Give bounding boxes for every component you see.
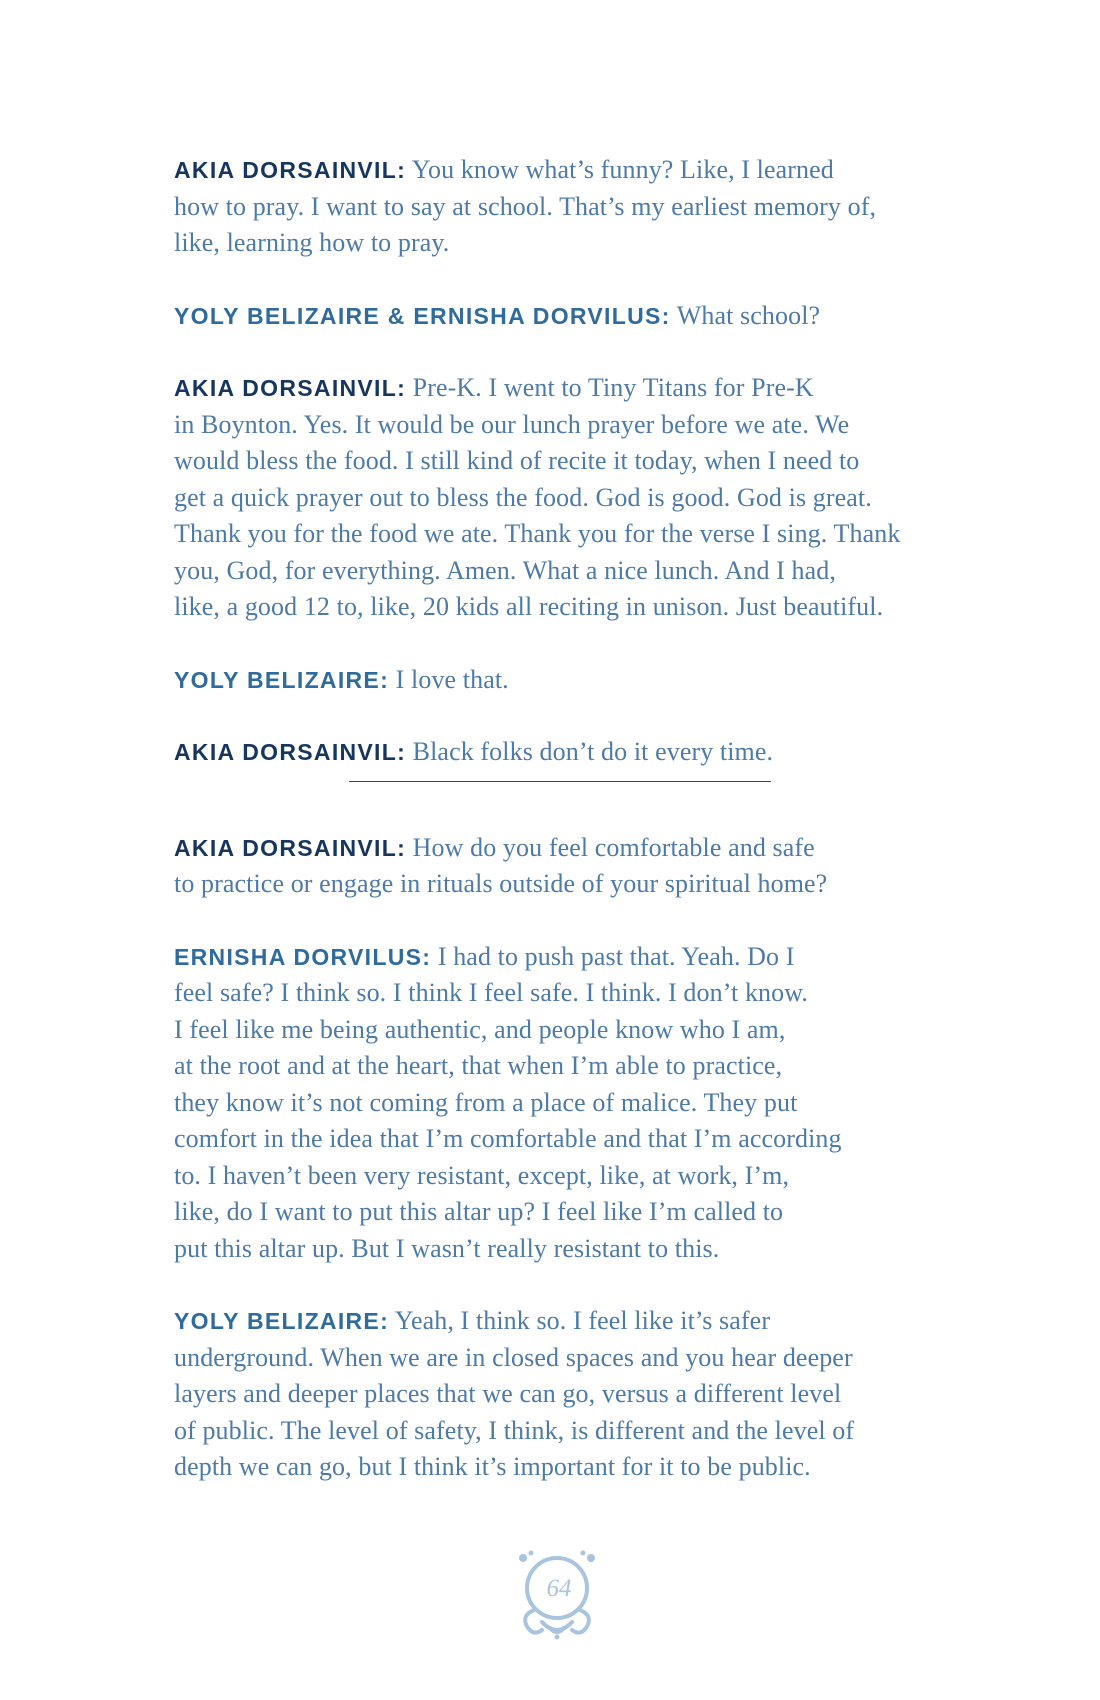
speech-line: in Boynton. Yes. It would be our lunch prayer before we ate. We (174, 409, 850, 439)
speech-line: like, do I want to put this altar up? I feel like I’m called to (174, 1197, 784, 1226)
transcript-part-2 (174, 830, 964, 1486)
speech-line: I had to push past that. Yeah. Do I (437, 941, 795, 971)
transcript-entry (174, 662, 964, 699)
page-number: 64 (546, 1575, 572, 1602)
speech-line: to practice or engage in rituals outside of your spiritual home? (174, 869, 828, 898)
speech-line: comfort in the idea that I’m comfortable and that I’m according (174, 1124, 842, 1153)
speech-line: Yeah, I think so. I feel like it’s safer (394, 1306, 771, 1335)
speech-line: How do you feel comfortable and safe (412, 832, 815, 862)
speech-line: of public. The level of safety, I think, is different and the level of (174, 1415, 855, 1445)
transcript-entry (174, 830, 964, 903)
speech-line: at the root and at the heart, that when I’m able to practice, (174, 1051, 783, 1080)
speech-line: Black folks don’t do it every time. (412, 737, 774, 766)
transcript-entry (174, 152, 964, 262)
speech-line: how to pray. I want to say at school. That’s my earliest memory of, (174, 191, 877, 221)
speech-line: like, a good 12 to, like, 20 kids all reciting in unison. Just beautiful. (174, 592, 884, 621)
speech-line: What school? (676, 300, 821, 330)
speech-line: feel safe? I think so. I think I feel safe. I think. I don’t know. (174, 978, 809, 1007)
speech-line: you, God, for everything. Amen. What a nice lunch. And I had, (174, 555, 836, 585)
transcript-entry (174, 734, 964, 771)
speech-line: put this altar up. But I wasn’t really resistant to this. (174, 1233, 720, 1263)
speech-line: You know what’s funny? Like, I learned (411, 155, 834, 184)
speech-line: like, learning how to pray. (174, 228, 450, 257)
speaker-name: AKIA DORSAINVIL: (174, 157, 407, 183)
speaker-name: ERNISHA DORVILUS: (174, 943, 432, 970)
speaker-name: YOLY BELIZAIRE: (174, 1308, 390, 1334)
speech-line: would bless the food. I still kind of recite it today, when I need to (174, 446, 860, 475)
page-number-ornament (514, 1548, 600, 1640)
transcript-entry (174, 939, 964, 1268)
speech-line: Pre-K. I went to Tiny Titans for Pre-K (412, 373, 814, 402)
speech-line: I feel like me being authentic, and people know who I am, (174, 1014, 786, 1044)
speaker-name: YOLY BELIZAIRE: (174, 666, 390, 693)
speech-line: underground. When we are in closed spaces and you hear deeper (174, 1342, 853, 1372)
speech-line: to. I haven’t been very resistant, except, like, at work, I’m, (174, 1160, 790, 1190)
section-divider (349, 781, 771, 782)
transcript-entry (174, 370, 964, 626)
speech-line: layers and deeper places that we can go, versus a different level (174, 1379, 842, 1408)
speech-line: get a quick prayer out to bless the food. God is good. God is great. (174, 482, 872, 512)
speaker-name: AKIA DORSAINVIL: (174, 834, 407, 861)
transcript-part-1 (174, 152, 964, 771)
speech-line: depth we can go, but I think it’s important for it to be public. (174, 1452, 811, 1481)
speech-line: they know it’s not coming from a place of malice. They put (174, 1087, 798, 1117)
flourish-ornament-icon (514, 1548, 600, 1640)
transcript-entry (174, 1303, 964, 1486)
speech-line: Thank you for the food we ate. Thank you for the verse I sing. Thank (174, 519, 901, 548)
speaker-name: AKIA DORSAINVIL: (174, 739, 407, 765)
transcript-page (174, 152, 964, 1522)
speaker-name: YOLY BELIZAIRE & ERNISHA DORVILUS: (174, 302, 671, 329)
speaker-name: AKIA DORSAINVIL: (174, 375, 407, 401)
speech-line: I love that. (395, 664, 509, 694)
transcript-entry (174, 298, 964, 335)
